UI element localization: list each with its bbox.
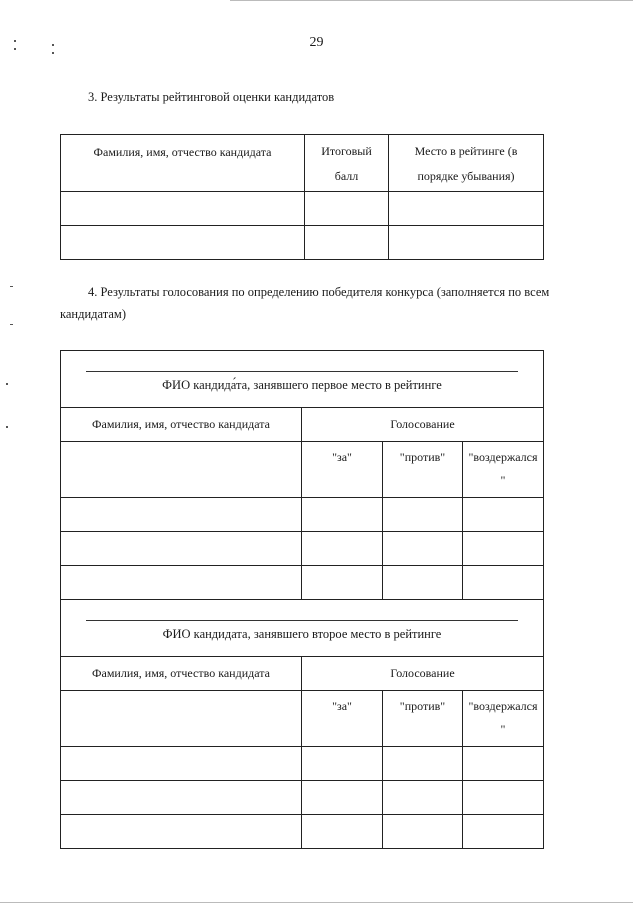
table-cell[interactable]	[61, 498, 302, 532]
table-cell[interactable]	[463, 815, 544, 849]
group-1-title: ФИО кандида́та, занявшего первое место в рейтинге	[162, 378, 442, 392]
table-cell[interactable]	[302, 781, 383, 815]
table-cell[interactable]	[302, 498, 383, 532]
vote-for-header: "за"	[302, 691, 383, 747]
table-cell[interactable]	[383, 747, 463, 781]
scan-speck	[6, 426, 8, 428]
table-row	[61, 498, 544, 532]
col-header-rank-line1: Место в рейтинге (в	[414, 144, 518, 158]
table-cell[interactable]	[61, 781, 302, 815]
table-cell[interactable]	[61, 566, 302, 600]
table-row	[61, 566, 544, 600]
table-row	[61, 192, 544, 226]
vote-abstain-line2: "	[500, 473, 506, 487]
table-cell[interactable]	[61, 691, 302, 747]
scan-speck	[10, 286, 13, 287]
vote-against-header: "против"	[383, 442, 463, 498]
title-underline	[86, 620, 518, 621]
scan-edge-top	[230, 0, 633, 1]
table-cell[interactable]	[383, 498, 463, 532]
col-header-rank	[389, 135, 544, 192]
col-header-score-line1: Итоговый	[321, 144, 372, 158]
table-cell[interactable]	[463, 747, 544, 781]
table-cell[interactable]	[389, 192, 544, 226]
table-cell[interactable]	[463, 498, 544, 532]
table-cell[interactable]	[61, 192, 305, 226]
table-row	[61, 747, 544, 781]
title-underline	[86, 371, 518, 372]
rating-table	[60, 134, 544, 260]
table-row	[61, 815, 544, 849]
table-cell[interactable]	[61, 532, 302, 566]
col-header-rank-line2: порядке убывания)	[417, 169, 515, 183]
section-3-heading: 3. Результаты рейтинговой оценки кандидатов	[88, 90, 335, 104]
scan-speck	[14, 40, 16, 42]
table-cell[interactable]	[383, 815, 463, 849]
col-header-score	[305, 135, 389, 192]
table-cell[interactable]	[463, 781, 544, 815]
col-header-score-line2: балл	[334, 169, 359, 183]
table-cell[interactable]	[389, 226, 544, 260]
table-cell[interactable]	[463, 566, 544, 600]
name-header: Фамилия, имя, отчество кандидата	[61, 657, 302, 691]
scan-speck	[52, 52, 54, 54]
group-2-title: ФИО кандидата, занявшего второе место в рейтинге	[162, 627, 442, 641]
scan-edge-bottom	[0, 902, 633, 903]
table-cell[interactable]	[61, 442, 302, 498]
scan-speck	[10, 324, 13, 325]
table-cell[interactable]	[302, 532, 383, 566]
scan-speck	[52, 44, 54, 46]
table-cell[interactable]	[305, 192, 389, 226]
table-cell[interactable]	[302, 747, 383, 781]
table-cell[interactable]	[302, 566, 383, 600]
group-2-title-cell	[61, 600, 544, 657]
col-header-name: Фамилия, имя, отчество кандидата	[61, 135, 305, 192]
voting-table	[60, 350, 544, 849]
table-cell[interactable]	[305, 226, 389, 260]
table-cell[interactable]	[383, 566, 463, 600]
scan-speck	[14, 48, 16, 50]
scan-speck	[6, 383, 8, 385]
name-header: Фамилия, имя, отчество кандидата	[61, 408, 302, 442]
table-row	[61, 532, 544, 566]
table-cell[interactable]	[383, 781, 463, 815]
vote-abstain-header	[463, 442, 544, 498]
group-1-title-cell	[61, 351, 544, 408]
page-number: 29	[309, 35, 324, 50]
vote-abstain-line1: "воздержался	[468, 450, 538, 464]
table-cell[interactable]	[463, 532, 544, 566]
vote-abstain-line2: "	[500, 722, 506, 736]
vote-abstain-header	[463, 691, 544, 747]
table-cell[interactable]	[61, 747, 302, 781]
table-cell[interactable]	[302, 815, 383, 849]
table-row	[61, 226, 544, 260]
section-4-heading-cont: кандидатам)	[60, 307, 126, 321]
vote-against-header: "против"	[383, 691, 463, 747]
section-4-heading: 4. Результаты голосования по определению победителя конкурса (заполняется по всем	[88, 285, 550, 299]
table-cell[interactable]	[61, 815, 302, 849]
vote-header: Голосование	[302, 657, 544, 691]
table-cell[interactable]	[383, 532, 463, 566]
table-cell[interactable]	[61, 226, 305, 260]
vote-for-header: "за"	[302, 442, 383, 498]
vote-abstain-line1: "воздержался	[468, 699, 538, 713]
table-row	[61, 781, 544, 815]
vote-header: Голосование	[302, 408, 544, 442]
